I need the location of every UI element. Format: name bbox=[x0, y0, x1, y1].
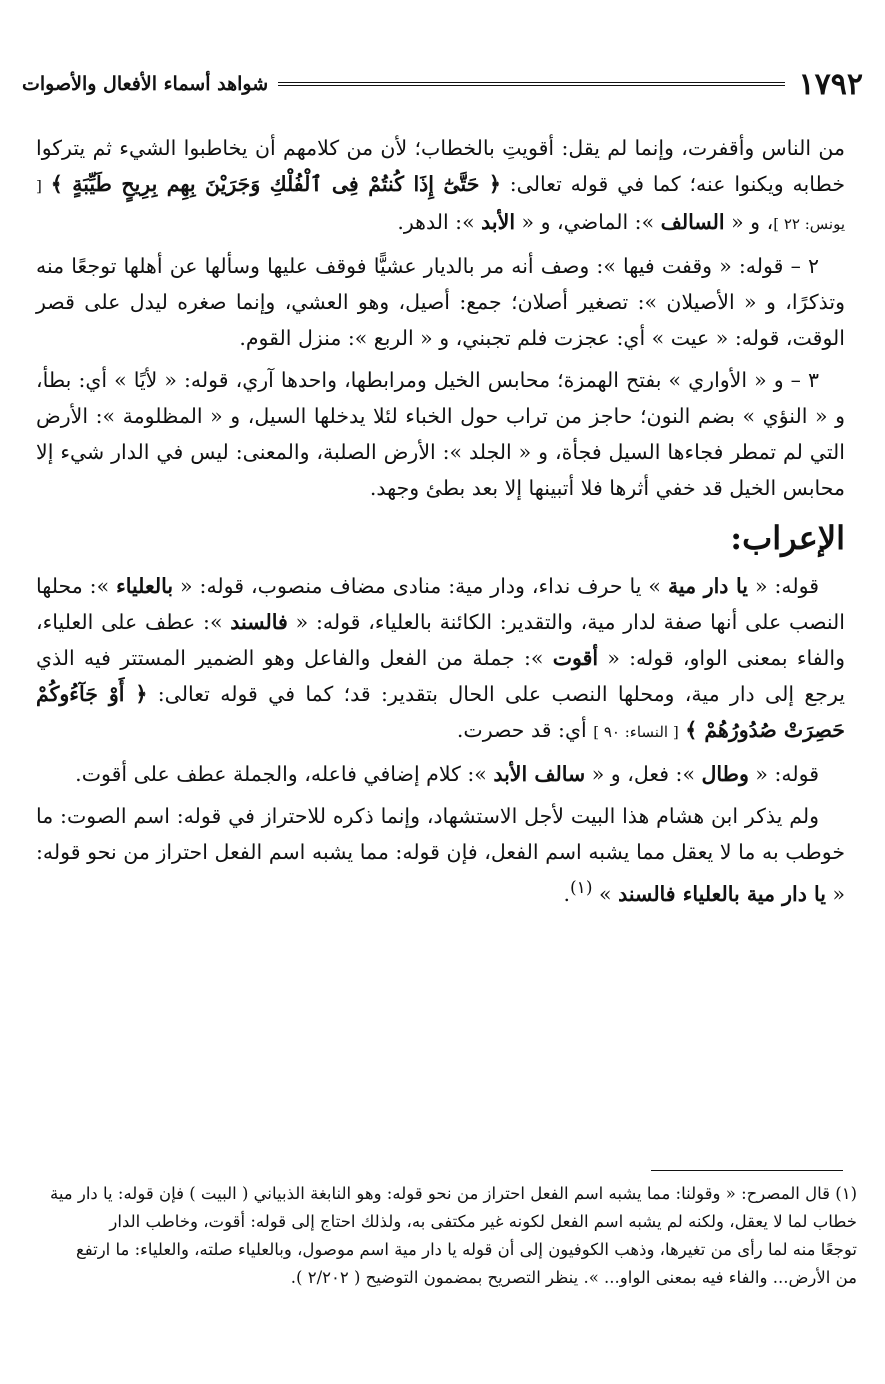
footnote-rule bbox=[651, 1170, 843, 1171]
paragraph-2: ٢ – قوله: « وقفت فيها »: وصف أنه مر بالديار عشيًّا فوقف عليها وسألها عن أهلها توجعًا منه وتذكرًا، و « الأصيلان »: تصغير أصلان؛ جمع: أصيل، وهو العشي، وإنما صغره ليدل على قصر الوقت، قوله: « عيت » أي: عجزت فلم تجبني، و « الربع »: منزل القوم. bbox=[36, 254, 845, 350]
footnotes bbox=[26, 1180, 857, 1292]
paragraph-5 bbox=[36, 756, 845, 792]
main-text bbox=[36, 130, 845, 918]
bold-term: الأبد bbox=[481, 210, 516, 234]
paragraph-3: ٣ – و « الأواري » بفتح الهمزة؛ محابس الخيل ومرابطها، واحدها آري، قوله: « لأيًا » أي: بطأ، و « النؤي » بضم النون؛ حاجز من تراب حول الخباء لئلا يدخلها السيل، و « المظلومة »: الأرض التي لم تمطر فجاءها السيل فجأة، و « الجلد »: الأرض الصلبة، والمعنى: ليس في الدار شيء إلا محابس الخيل قد خفي أثرها فلا أتبينها إلا بعد بطئ وجهد. bbox=[36, 368, 845, 500]
text-run: » يا حرف نداء، ودار مية: منادى مضاف منصوب، قوله: « bbox=[173, 574, 668, 598]
footnote-marker[interactable]: (١) bbox=[569, 878, 593, 898]
paragraph-1 bbox=[36, 130, 845, 242]
text-run: »: عطف على العلياء، والفاء بمعنى الواو، قوله: « bbox=[36, 610, 845, 670]
text-run: »: محلها النصب على أنها صفة لدار مية، والتقدير: الكائنة بالعلياء، قوله: « bbox=[36, 574, 845, 634]
header-rule bbox=[278, 82, 784, 86]
quran-verse: ﴿ أَوْ جَآءُوكُمْ حَصِرَتْ صُدُورُهُمْ ﴾ bbox=[36, 682, 845, 742]
text-run: »: كلام إضافي فاعله، والجملة عطف على أقوت. bbox=[75, 762, 494, 786]
bold-term: سالف الأبد bbox=[493, 762, 586, 786]
paragraph-6 bbox=[36, 798, 845, 912]
text-run: قوله: « bbox=[748, 762, 819, 786]
bold-term: فالسند bbox=[230, 610, 288, 634]
text-run: »: الدهر. bbox=[397, 210, 482, 234]
text-run: » bbox=[592, 881, 619, 906]
footnote-line: (١) قال المصرح: « وقولنا: مما يشبه اسم الفعل احتراز من نحو قوله: وهو النابغة الذبياني ( البيت ) فإن قوله: يا دار مية bbox=[49, 1184, 857, 1203]
verse-reference: [ النساء: ٩٠ ] bbox=[593, 723, 679, 741]
page-number: ١٧٩٢ bbox=[798, 66, 863, 102]
bold-term: أقوت bbox=[552, 646, 599, 670]
text-run: . bbox=[563, 881, 570, 906]
bold-term: يا دار مية bbox=[667, 574, 748, 598]
verse-reference: [ يونس: ٢٢ ] bbox=[36, 177, 845, 233]
text-run: أي: قد حصرت. bbox=[456, 718, 594, 742]
text-run: من الناس وأقفرت، وإنما لم يقل: أقويتِ بالخطاب؛ لأن من كلامهم أن يخاطبوا الشيء ثم يتركوا خطابه ويكنوا عنه؛ كما في قوله تعالى: bbox=[36, 136, 845, 196]
quran-verse: ﴿ حَتَّىٰٓ إِذَا كُنتُمْ فِى ٱلْفُلْكِ وَجَرَيْنَ بِهِم بِرِيحٍ طَيِّبَةٍ ﴾ bbox=[50, 172, 501, 196]
text-run: ولم يذكر ابن هشام هذا البيت لأجل الاستشهاد، وإنما ذكره للاحتراز في قوله: اسم الصوت: ما خوطب به ما لا يعقل مما يشبه اسم الفعل، فإن قوله: مما يشبه اسم الفعل احتراز من نحو قوله: « bbox=[36, 804, 845, 906]
bold-term: بالعلياء bbox=[116, 574, 174, 598]
running-header bbox=[22, 64, 863, 104]
text-run: »: فعل، و « bbox=[585, 762, 702, 786]
section-heading: الإعراب: bbox=[730, 519, 845, 557]
text-run: »: جملة من الفعل والفاعل وهو الضمير المستتر فيه الذي يرجع إلى دار مية، ومحلها النصب على الحال بتقدير: قد؛ كما في قوله تعالى: bbox=[36, 646, 845, 706]
bold-term: يا دار مية بالعلياء فالسند bbox=[618, 881, 826, 906]
footnote-line: توجعًا منه لما رأى من تغيرها، وذهب الكوفيون إلى أن قوله يا دار مية اسم موصول، وبالعلياء صلته، والعلياء: ما ارتفع bbox=[75, 1240, 857, 1259]
bold-term: وطال bbox=[701, 762, 749, 786]
footnote-line: خطاب لما لا يعقل، ولكنه لم يشبه اسم الفعل لكونه غير مكتفى به، ولذلك احتاج إلى قوله: أقوت، وخاطب الدار bbox=[109, 1212, 857, 1231]
text-run: »: الماضي، و « bbox=[515, 210, 661, 234]
text-run: قوله: « bbox=[747, 574, 819, 598]
footnote-line: من الأرض... والفاء فيه بمعنى الواو... ». ينظر التصريح بمضمون التوضيح ( ٢/٢٠٢ ). bbox=[290, 1268, 857, 1287]
text-run: ، و « bbox=[724, 210, 774, 234]
running-title: شواهد أسماء الأفعال والأصوات bbox=[22, 73, 269, 95]
paragraph-4 bbox=[36, 568, 845, 750]
bold-term: السالف bbox=[660, 210, 725, 234]
